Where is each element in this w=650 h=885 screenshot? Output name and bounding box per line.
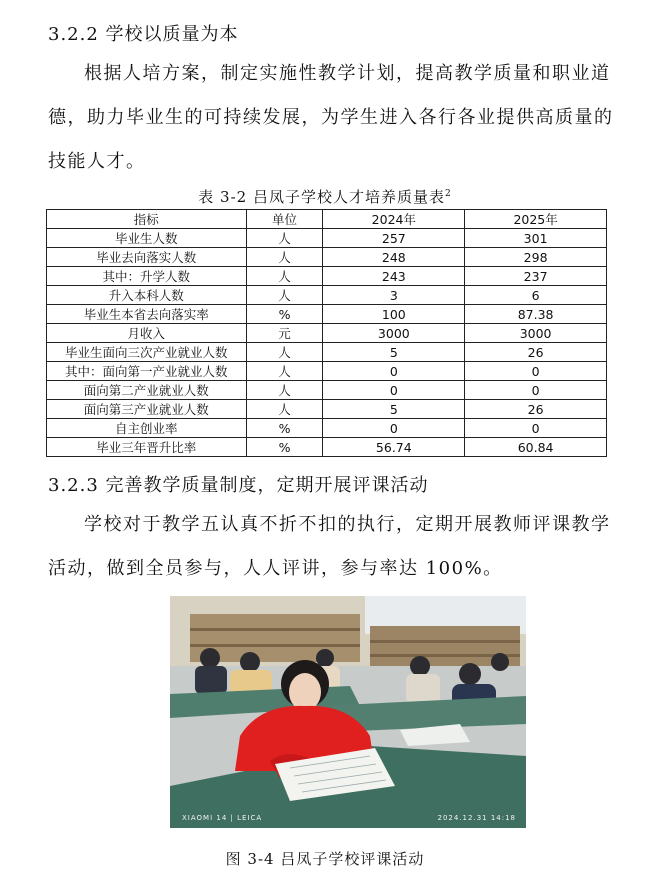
cell-2024: 257	[323, 229, 465, 248]
cell-2025: 3000	[465, 324, 607, 343]
cell-indicator: 毕业生本省去向落实率	[47, 305, 247, 324]
table-row	[47, 400, 607, 419]
section-heading-3-2-3: 3.2.3 完善教学质量制度，定期开展评课活动	[48, 475, 429, 496]
cell-indicator: 升入本科人数	[47, 286, 247, 305]
cell-indicator: 面向第三产业就业人数	[47, 400, 247, 419]
header-2024: 2024年	[323, 210, 465, 229]
cell-unit: 人	[246, 343, 323, 362]
cell-2025: 26	[465, 400, 607, 419]
cell-2024: 243	[323, 267, 465, 286]
cell-2024: 100	[323, 305, 465, 324]
cell-unit: 人	[246, 400, 323, 419]
table-row	[47, 229, 607, 248]
evaluation-activity-photo	[170, 596, 526, 828]
cell-indicator: 毕业去向落实人数	[47, 248, 247, 267]
cell-2025: 6	[465, 286, 607, 305]
cell-unit: 元	[246, 324, 323, 343]
cell-indicator: 自主创业率	[47, 419, 247, 438]
header-unit: 单位	[246, 210, 323, 229]
cell-unit: 人	[246, 362, 323, 381]
cell-indicator: 毕业生人数	[47, 229, 247, 248]
table-header-row	[47, 210, 607, 229]
cell-2024: 0	[323, 362, 465, 381]
cell-2024: 248	[323, 248, 465, 267]
table-row	[47, 362, 607, 381]
paragraph-quality: 根据人培方案，制定实施性教学计划，提高教学质量和职业道德，助力毕业生的可持续发展，为学生进入各行各业提供高质量的技能人才。	[48, 63, 614, 172]
cell-2024: 3000	[323, 324, 465, 343]
table-row	[47, 419, 607, 438]
table-row	[47, 381, 607, 400]
cell-indicator: 毕业生面向三次产业就业人数	[47, 343, 247, 362]
table-row	[47, 305, 607, 324]
classroom-illustration	[170, 596, 526, 828]
cell-2024: 3	[323, 286, 465, 305]
photo-watermark-camera: XIAOMI 14 | LEICA	[182, 814, 263, 822]
cell-indicator: 其中：升学人数	[47, 267, 247, 286]
cell-indicator: 其中：面向第一产业就业人数	[47, 362, 247, 381]
table-row	[47, 286, 607, 305]
cell-2024: 5	[323, 400, 465, 419]
table-row	[47, 324, 607, 343]
cell-2025: 298	[465, 248, 607, 267]
table-row	[47, 438, 607, 457]
table-row	[47, 343, 607, 362]
cell-2025: 87.38	[465, 305, 607, 324]
cell-2025: 0	[465, 362, 607, 381]
cell-unit: 人	[246, 381, 323, 400]
cell-unit: 人	[246, 248, 323, 267]
cell-indicator: 毕业三年晋升比率	[47, 438, 247, 457]
header-2025: 2025年	[465, 210, 607, 229]
cell-2024: 0	[323, 381, 465, 400]
cell-unit: 人	[246, 229, 323, 248]
figure-caption: 图 3-4 吕凤子学校评课活动	[225, 850, 425, 868]
cell-2025: 26	[465, 343, 607, 362]
table-caption	[0, 186, 650, 207]
cell-2025: 0	[465, 419, 607, 438]
cell-indicator: 面向第二产业就业人数	[47, 381, 247, 400]
cell-2024: 56.74	[323, 438, 465, 457]
cell-unit: 人	[246, 267, 323, 286]
table-row	[47, 267, 607, 286]
cell-2025: 237	[465, 267, 607, 286]
cell-unit: 人	[246, 286, 323, 305]
table-caption-note: 2	[444, 189, 452, 199]
cell-2024: 5	[323, 343, 465, 362]
cell-indicator: 月收入	[47, 324, 247, 343]
photo-watermark-date: 2024.12.31 14:18	[437, 814, 516, 822]
paragraph-evaluation: 学校对于教学五认真不折不扣的执行，定期开展教师评课教学活动，做到全员参与，人人评讲，参与率达 100%。	[48, 514, 611, 579]
table-caption-text: 表 3-2 吕凤子学校人才培养质量表	[198, 188, 445, 206]
cell-2024: 0	[323, 419, 465, 438]
cell-2025: 0	[465, 381, 607, 400]
cell-2025: 60.84	[465, 438, 607, 457]
cell-unit: %	[246, 438, 323, 457]
cell-unit: %	[246, 305, 323, 324]
quality-table	[46, 209, 607, 457]
cell-2025: 301	[465, 229, 607, 248]
section-heading-3-2-2: 3.2.2 学校以质量为本	[48, 24, 239, 45]
header-indicator: 指标	[47, 210, 247, 229]
cell-unit: %	[246, 419, 323, 438]
table-row	[47, 248, 607, 267]
